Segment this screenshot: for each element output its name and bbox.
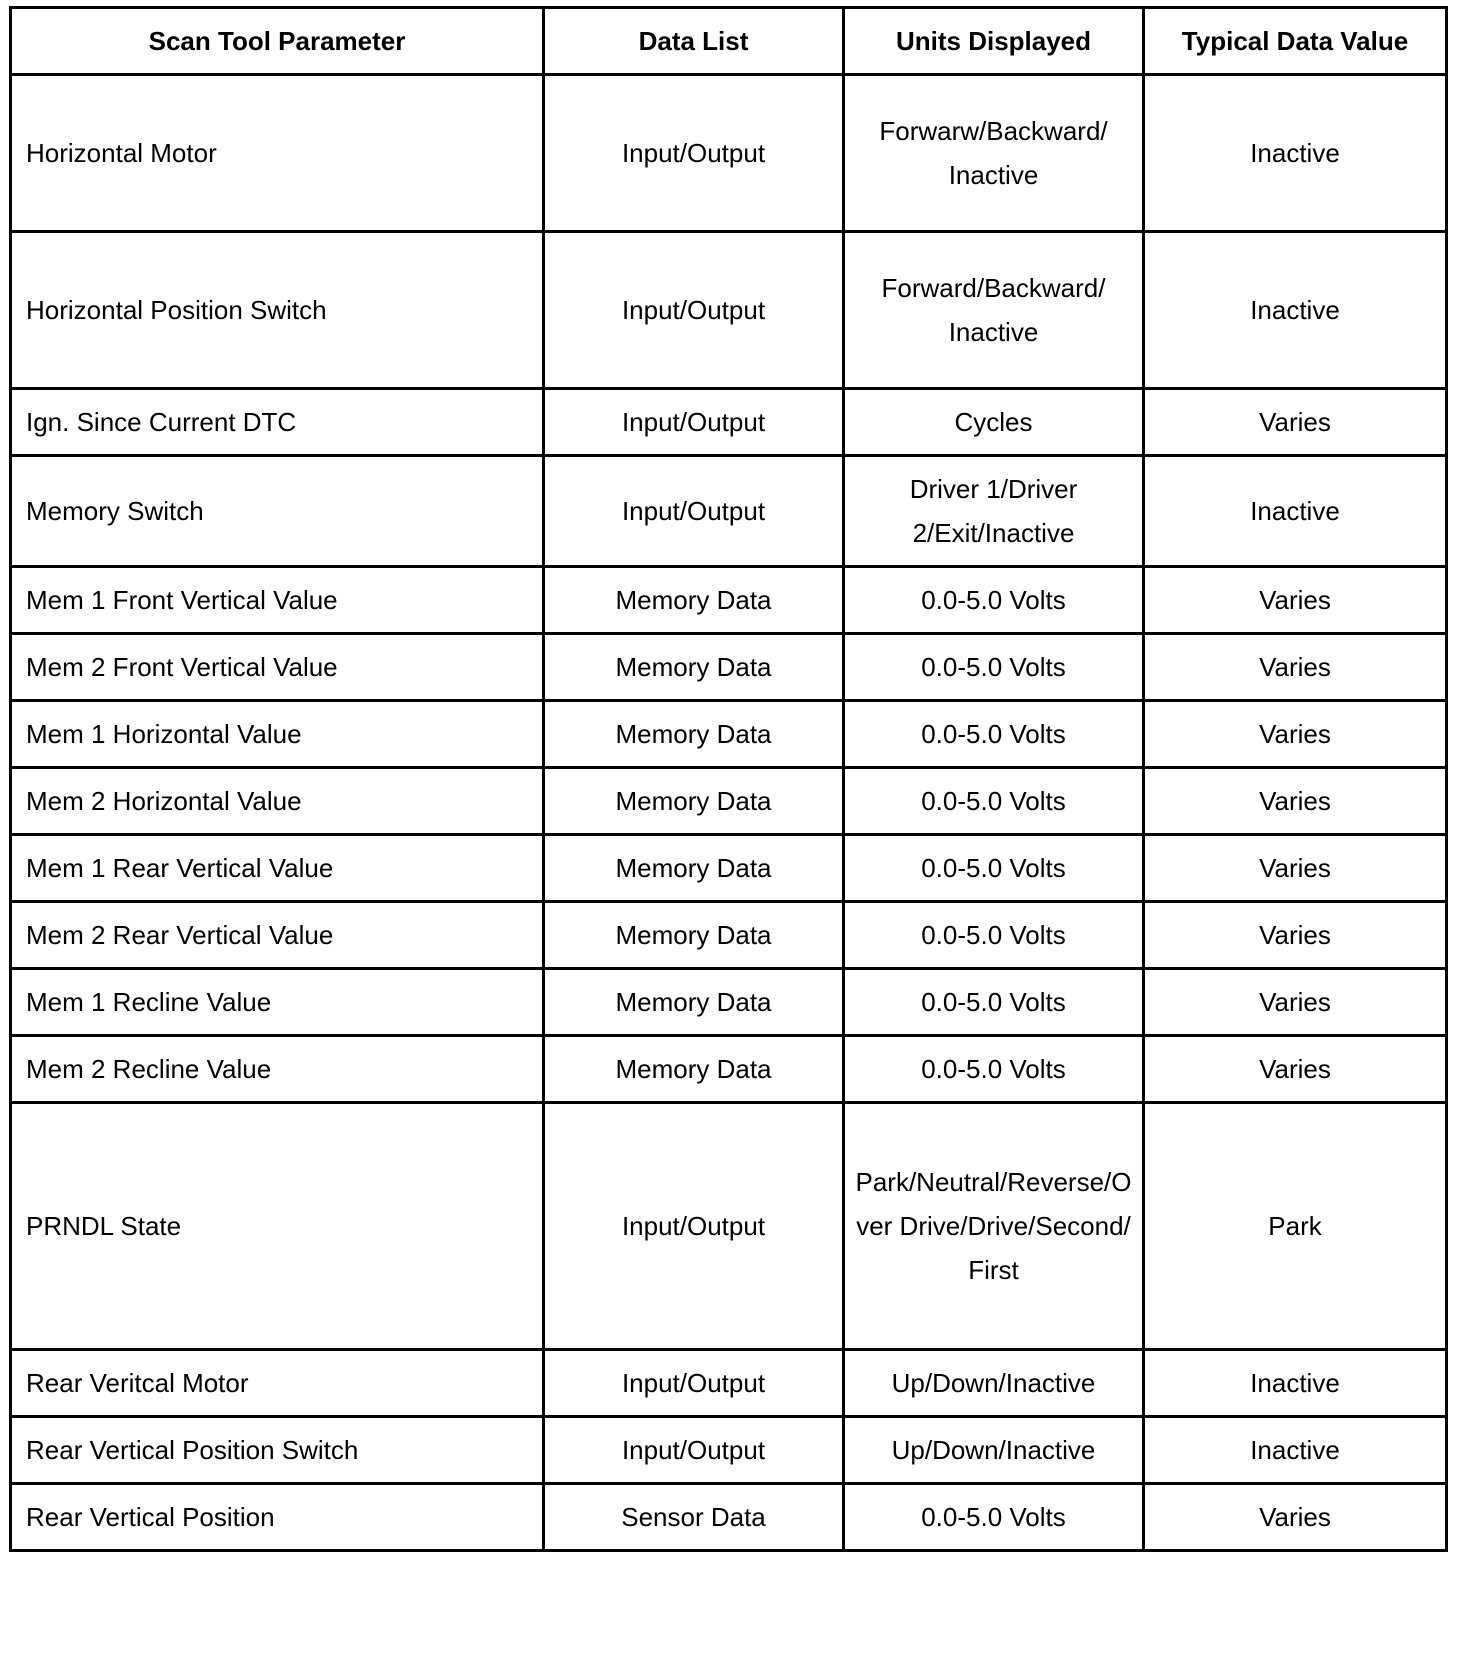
table-row [11,701,1447,768]
cell-units: Cycles [844,389,1144,456]
cell-units: 0.0-5.0 Volts [844,1036,1144,1103]
cell-data-list: Input/Output [544,456,844,567]
cell-units: Up/Down/Inactive [844,1417,1144,1484]
table-row [11,1417,1447,1484]
cell-typical-value: Inactive [1144,1350,1447,1417]
cell-parameter: Horizontal Motor [11,75,544,232]
cell-units: 0.0-5.0 Volts [844,902,1144,969]
table-row [11,456,1447,567]
cell-parameter: Ign. Since Current DTC [11,389,544,456]
cell-typical-value: Varies [1144,567,1447,634]
table-row [11,1350,1447,1417]
cell-typical-value: Inactive [1144,1417,1447,1484]
cell-data-list: Memory Data [544,701,844,768]
table-row [11,1484,1447,1551]
table-row [11,389,1447,456]
cell-data-list: Input/Output [544,1350,844,1417]
cell-typical-value: Park [1144,1103,1447,1350]
table-row [11,232,1447,389]
cell-parameter: Rear Veritcal Motor [11,1350,544,1417]
table-row [11,567,1447,634]
cell-typical-value: Inactive [1144,232,1447,389]
cell-data-list: Input/Output [544,389,844,456]
header-typical-data-value: Typical Data Value [1144,8,1447,75]
cell-data-list: Memory Data [544,567,844,634]
cell-typical-value: Varies [1144,1036,1447,1103]
cell-parameter: PRNDL State [11,1103,544,1350]
table-row [11,768,1447,835]
cell-typical-value: Varies [1144,835,1447,902]
cell-data-list: Memory Data [544,835,844,902]
cell-data-list: Input/Output [544,1417,844,1484]
cell-typical-value: Varies [1144,389,1447,456]
cell-parameter: Mem 2 Front Vertical Value [11,634,544,701]
cell-data-list: Memory Data [544,902,844,969]
cell-parameter: Mem 1 Recline Value [11,969,544,1036]
cell-parameter: Mem 1 Front Vertical Value [11,567,544,634]
cell-typical-value: Varies [1144,701,1447,768]
cell-units: 0.0-5.0 Volts [844,634,1144,701]
cell-data-list: Memory Data [544,634,844,701]
cell-units: Driver 1/Driver 2/Exit/Inactive [844,456,1144,567]
cell-units: 0.0-5.0 Volts [844,701,1144,768]
cell-parameter: Mem 2 Recline Value [11,1036,544,1103]
cell-data-list: Input/Output [544,1103,844,1350]
cell-units: 0.0-5.0 Volts [844,1484,1144,1551]
cell-data-list: Memory Data [544,969,844,1036]
cell-units: 0.0-5.0 Volts [844,835,1144,902]
table-row [11,634,1447,701]
cell-data-list: Input/Output [544,232,844,389]
cell-parameter: Rear Vertical Position Switch [11,1417,544,1484]
cell-units: Park/Neutral/Reverse/Over Drive/Drive/Second/First [844,1103,1144,1350]
cell-data-list: Memory Data [544,768,844,835]
table-row [11,1036,1447,1103]
cell-typical-value: Varies [1144,1484,1447,1551]
cell-data-list: Sensor Data [544,1484,844,1551]
cell-parameter: Horizontal Position Switch [11,232,544,389]
cell-units: 0.0-5.0 Volts [844,969,1144,1036]
cell-units: 0.0-5.0 Volts [844,768,1144,835]
header-data-list: Data List [544,8,844,75]
cell-typical-value: Varies [1144,969,1447,1036]
cell-units: Forwarw/Backward/ Inactive [844,75,1144,232]
cell-parameter: Memory Switch [11,456,544,567]
table-row [11,902,1447,969]
table-row [11,969,1447,1036]
cell-typical-value: Varies [1144,902,1447,969]
cell-typical-value: Varies [1144,634,1447,701]
cell-data-list: Memory Data [544,1036,844,1103]
cell-typical-value: Inactive [1144,456,1447,567]
cell-units: Forward/Backward/ Inactive [844,232,1144,389]
cell-parameter: Mem 2 Rear Vertical Value [11,902,544,969]
header-units-displayed: Units Displayed [844,8,1144,75]
table-row [11,835,1447,902]
table-row [11,75,1447,232]
cell-parameter: Mem 2 Horizontal Value [11,768,544,835]
cell-parameter: Mem 1 Horizontal Value [11,701,544,768]
table-row [11,1103,1447,1350]
cell-parameter: Rear Vertical Position [11,1484,544,1551]
cell-typical-value: Varies [1144,768,1447,835]
cell-units: Up/Down/Inactive [844,1350,1144,1417]
scan-tool-data-table [9,6,1448,1552]
header-scan-tool-parameter: Scan Tool Parameter [11,8,544,75]
cell-typical-value: Inactive [1144,75,1447,232]
cell-units: 0.0-5.0 Volts [844,567,1144,634]
cell-parameter: Mem 1 Rear Vertical Value [11,835,544,902]
cell-data-list: Input/Output [544,75,844,232]
table-header-row [11,8,1447,75]
